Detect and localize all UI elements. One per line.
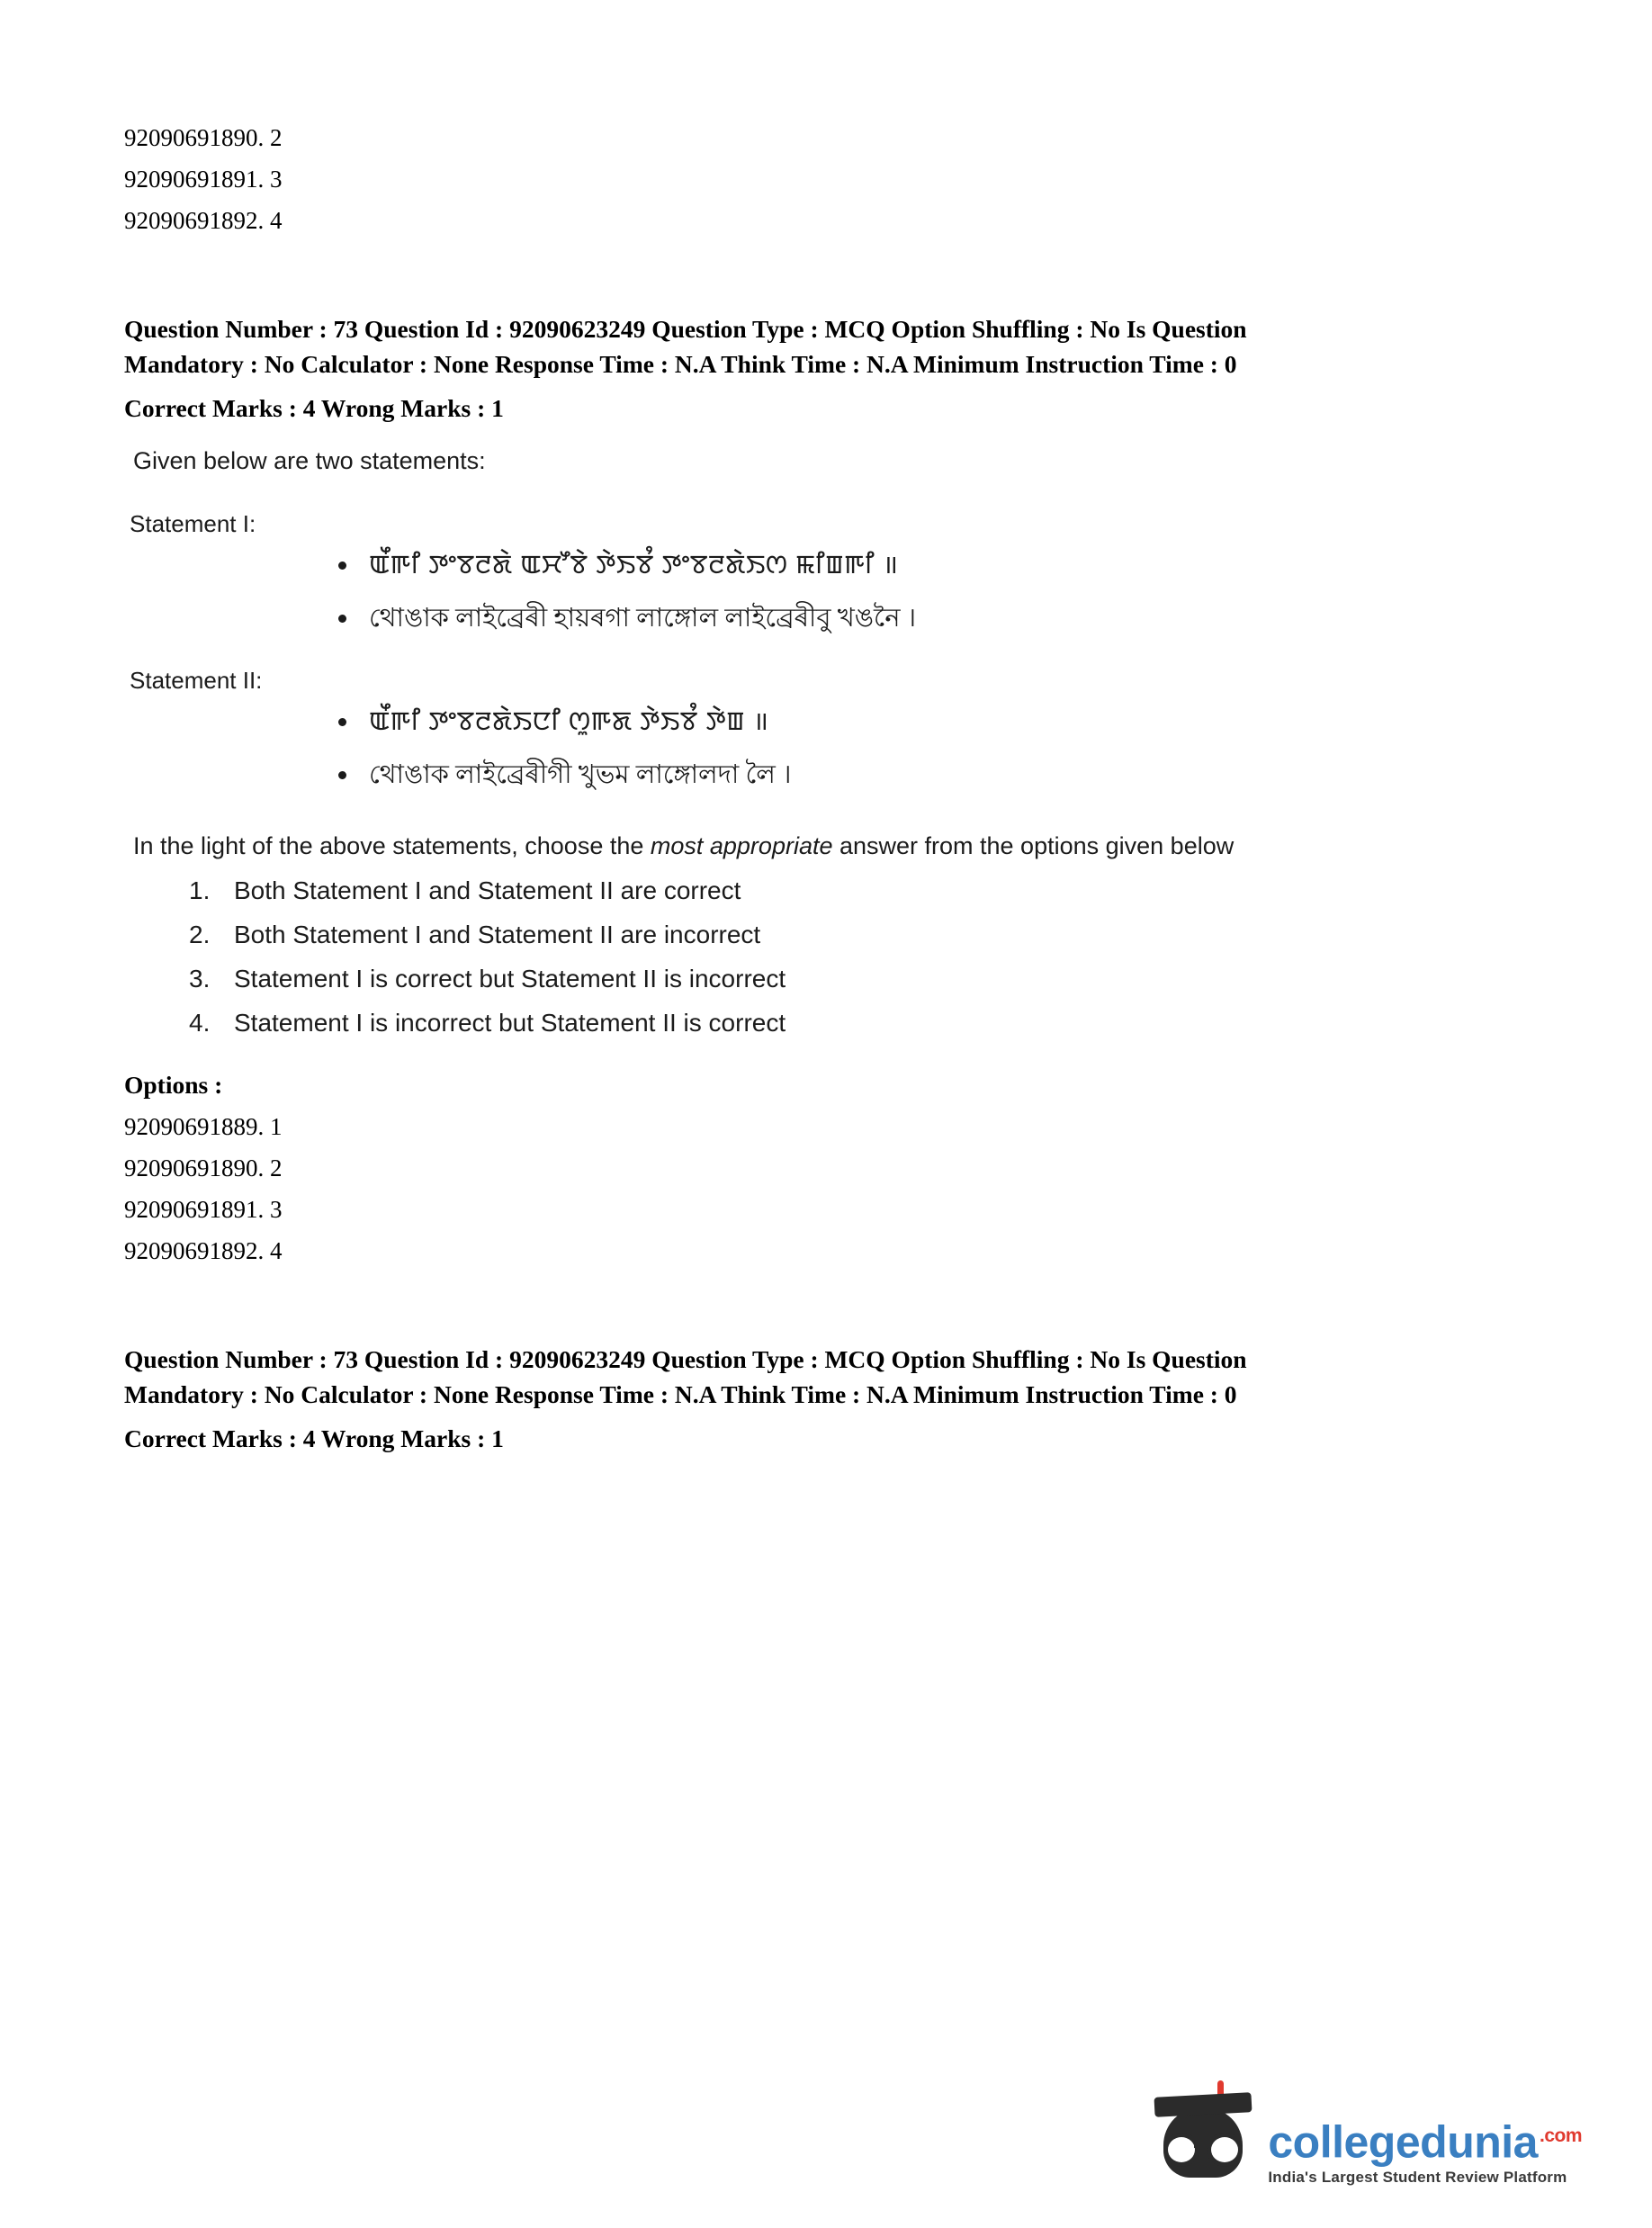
in-light-prefix: In the light of the above statements, choose the (133, 832, 651, 859)
spacer (124, 426, 1528, 445)
in-light-emphasis: most appropriate (650, 832, 833, 859)
spacer (124, 1271, 1528, 1342)
statement-2-bullet-1 (331, 696, 1528, 749)
question-meta-bottom (124, 1342, 1528, 1456)
options-label: Options : (124, 1071, 223, 1099)
answer-choice-1[interactable]: Both Statement I and Statement II are correct (234, 876, 741, 904)
question-body (124, 445, 1528, 1045)
meta-line-3: Correct Marks : 4 Wrong Marks : 1 (124, 394, 504, 422)
top-option-list (124, 117, 1528, 241)
brand-tagline: India's Largest Student Review Platform (1268, 2169, 1567, 2186)
meta-line-1: Question Number : 73 Question Id : 92090623249 Question Type : MCQ Option Shuffling : No Is Question (124, 315, 1247, 343)
statement-1-bullet-2 (331, 592, 1528, 645)
option-id-line: 92090691889. 1 (124, 1113, 283, 1140)
meta-line-2: Mandatory : No Calculator : None Response Time : N.A Think Time : N.A Minimum Instruction Time : 0 (124, 1380, 1237, 1408)
option-id-line: 92090691891. 3 (124, 1196, 283, 1223)
option-id-line: 92090691890. 2 (124, 1154, 283, 1181)
statement-1-bullet-2-text: থোঙাক লাইব্ৰেৰী হায়ৰগা লাঙ্গোল লাইব্ৰেৰীবু খঙনৈ । (369, 604, 917, 633)
statement-1-bullet-1 (331, 539, 1528, 592)
brand-domain-suffix: .com (1539, 2125, 1582, 2147)
brand-name: collegedunia (1268, 2117, 1538, 2168)
statement-2-bullet-1-text: ꯑꯩꯒꯤ ꯇꯦꯕꯂꯗꯥꯏꯅꯤ ꯁꯨꯒꯗ ꯇꯥꯏꯕꯪ ꯇꯥꯡ ॥ (369, 707, 769, 736)
answer-choice-list (124, 868, 1528, 1045)
statement-2-bullets (124, 696, 1528, 802)
graduate-mascot-icon (1151, 2080, 1257, 2187)
option-id-line: 92090691891. 3 (124, 166, 283, 193)
brand-wordmark (1268, 2112, 1582, 2167)
statement-1-bullet-1-text: ꯑꯩꯒꯤ ꯇꯦꯕꯂꯗꯥ ꯑꯆꯧꯕꯥ ꯇꯥꯏꯕꯪ ꯇꯦꯕꯂꯗꯥꯏꯁ ꯃꯤꯡꯒꯤ ॥ (369, 551, 899, 579)
option-id-line: 92090691892. 4 (124, 207, 283, 234)
option-id-line: 92090691892. 4 (124, 1237, 283, 1264)
collegedunia-watermark (1132, 2075, 1582, 2192)
statement-2-bullet-2-text: থোঙাক লাইব্ৰেৰীগী খুভম লাঙ্গোলদা লৈ । (369, 760, 792, 789)
option-id-list (124, 1106, 1528, 1271)
question-meta-top (124, 311, 1528, 426)
answer-choice-3[interactable]: Statement I is correct but Statement II is incorrect (234, 965, 786, 993)
document-content (124, 117, 1528, 1456)
statement-2-bullet-2 (331, 749, 1528, 802)
in-light-of-statements (133, 831, 1528, 861)
statement-1-label: Statement I: (130, 510, 256, 537)
option-id-line: 92090691890. 2 (124, 124, 283, 151)
meta-line-2: Mandatory : No Calculator : None Response Time : N.A Think Time : N.A Minimum Instruction Time : 0 (124, 350, 1237, 378)
spacer (124, 1045, 1528, 1065)
in-light-suffix: answer from the options given below (832, 832, 1235, 859)
statement-1-bullets (124, 539, 1528, 645)
answer-choice-2[interactable]: Both Statement I and Statement II are incorrect (234, 921, 761, 948)
question-intro: Given below are two statements: (133, 447, 486, 474)
statement-2-label: Statement II: (130, 667, 263, 694)
meta-line-3: Correct Marks : 4 Wrong Marks : 1 (124, 1424, 504, 1452)
spacer (124, 241, 1528, 311)
answer-choice-4[interactable]: Statement I is incorrect but Statement II is correct (234, 1009, 786, 1037)
meta-line-1: Question Number : 73 Question Id : 92090623249 Question Type : MCQ Option Shuffling : No Is Question (124, 1345, 1247, 1373)
